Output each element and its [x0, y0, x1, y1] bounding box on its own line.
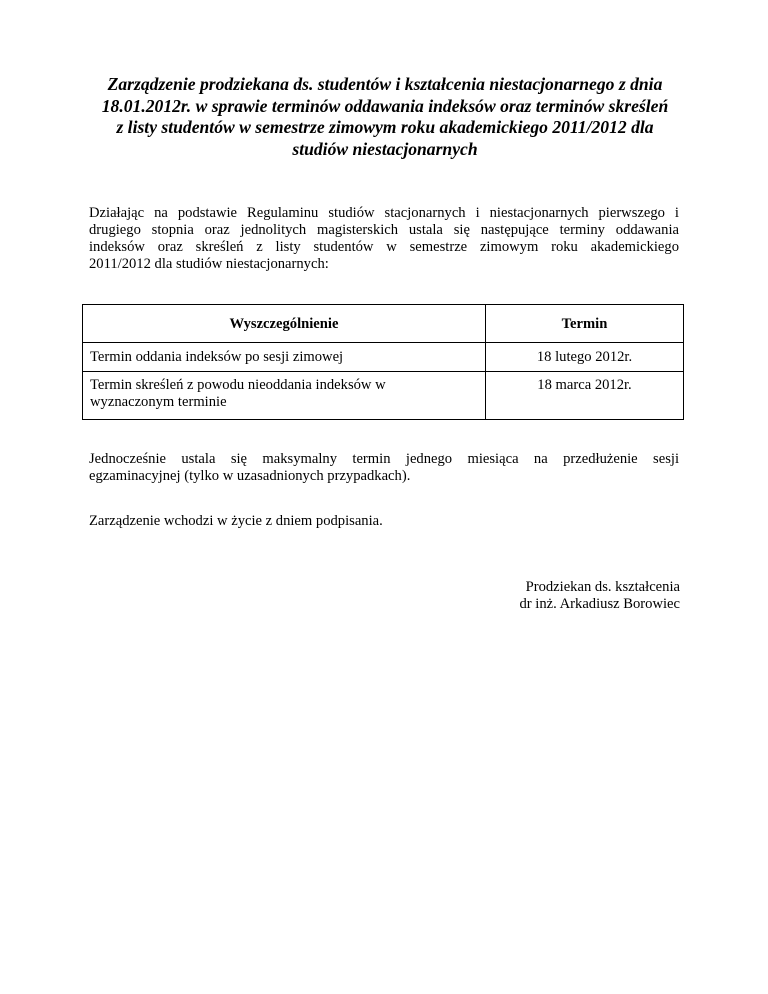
title-line: Zarządzenie prodziekana ds. studentów i kształcenia niestacjonarnego z dnia [107, 74, 663, 94]
row-item: Termin oddania indeksów po sesji zimowej [83, 343, 486, 372]
effective-paragraph: Zarządzenie wchodzi w życie z dniem podpisania. [89, 513, 383, 529]
signature-position: Prodziekan ds. kształcenia [525, 579, 680, 595]
row-term: 18 marca 2012r. [486, 372, 684, 420]
title-line: z listy studentów w semestrze zimowym roku akademickiego 2011/2012 dla [116, 117, 654, 137]
intro-line: drugiego stopnia oraz jednolitych magisterskich ustala się następujące terminy oddawania [89, 222, 679, 238]
intro-line: Działając na podstawie Regulaminu studiów stacjonarnych i niestacjonarnych pierwszego i [89, 205, 679, 221]
paragraph-line: Jednocześnie ustala się maksymalny termin jednego miesiąca na przedłużenie sesji [89, 451, 679, 467]
row-item-line: wyznaczonym terminie [90, 394, 227, 410]
header-term: Termin [486, 305, 684, 343]
title-line: studiów niestacjonarnych [292, 138, 478, 159]
row-term: 18 lutego 2012r. [486, 343, 684, 372]
table-row [83, 372, 684, 420]
signature-block [440, 579, 680, 613]
paragraph-line: egzaminacyjnej (tylko w uzasadnionych przypadkach). [89, 468, 411, 484]
row-item-line: Termin skreśleń z powodu nieoddania indeksów w [90, 377, 386, 393]
title-line: 18.01.2012r. w sprawie terminów oddawania indeksów oraz terminów skreśleń [101, 95, 669, 116]
header-item: Wyszczególnienie [83, 305, 486, 343]
row-item [83, 372, 486, 420]
table-header-row [83, 305, 684, 343]
extension-paragraph [89, 451, 679, 485]
intro-paragraph [89, 205, 679, 273]
signature-name: dr inż. Arkadiusz Borowiec [519, 596, 680, 612]
deadlines-table [82, 304, 684, 420]
table-row [83, 343, 684, 372]
intro-line: indeksów oraz skreśleń z listy studentów w semestrze zimowym roku akademickiego [89, 239, 679, 255]
document-title [85, 74, 685, 160]
intro-line: 2011/2012 dla studiów niestacjonarnych: [89, 256, 329, 272]
